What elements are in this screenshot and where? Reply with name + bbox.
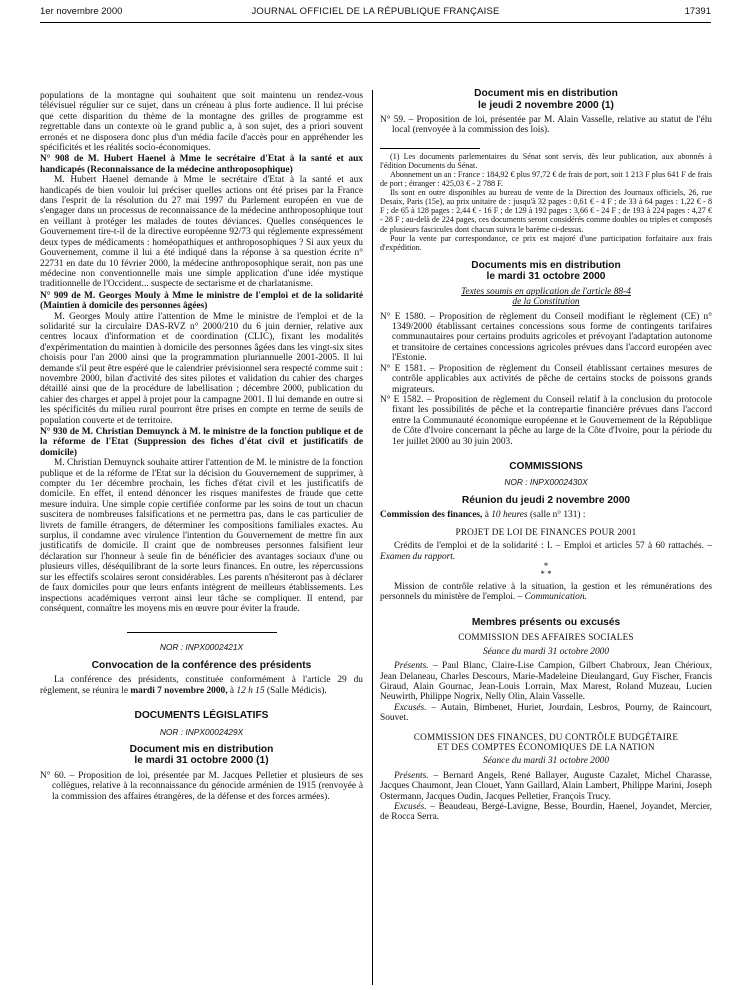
nor-reference-3: NOR : INPX0002430X	[504, 477, 588, 488]
intro-paragraph: populations de la montagne qui souhaitent que soit maintenu un rendez-vous télévisuel régulier sur ce sujet, dans un créneau à plus forte audience. Il lui précise que cette disparition du thème de la montagne des grilles de programme est regrettable dans un contexte où le grand public a, à son sujet, des a priori souvent erronés et ne disposera donc plus d'un média facile d'accès pour en appréhender les spécificités et les réalités socio-économiques.	[40, 91, 363, 154]
credits-paragraph: Crédits de l'emploi et de la solidarité : I. – Emploi et articles 57 à 60 rattachés. – Examen du rapport.	[380, 541, 712, 562]
excuses-1: Excusés. – Autain, Bimbenet, Huriet, Jourdain, Lesbros, Pourny, de Raincourt, Souvet.	[380, 702, 712, 724]
footnote-rule	[380, 148, 480, 149]
commissions-title: COMMISSIONS	[509, 460, 583, 472]
commission-finances-title: COMMISSION DES FINANCES, DU CONTRÔLE BUDGÉTAIRE ET DES COMPTES ÉCONOMIQUES DE LA NATION	[413, 731, 679, 752]
seance-1: Séance du mardi 31 octobre 2000	[482, 646, 610, 657]
header-date: 1er novembre 2000	[40, 6, 123, 17]
convocation-body: La conférence des présidents, constituée conformément à l'article 29 du règlement, se réunira le mardi 7 novembre 2000, à 12 h 15 (Salle Médicis).	[40, 675, 363, 696]
seance-2: Séance du mardi 31 octobre 2000	[482, 756, 610, 767]
document-distribution-title-left: Document mis en distribution le mardi 31 octobre 2000 (1)	[129, 743, 274, 767]
footnote-pricing: Ils sont en outre disponibles au bureau de vente de la Direction des Journaux officiels, 26, rue Desaix, Paris (15e), au prix unitaire de : jusqu'à 32 pages : 0,61 € - 4 F ; de 33 à 64 pages : 1,22 € - 8 F ; de 65 à 128 pages : 2,44 € - 16 F ; de 129 à 192 pages : 3,66 € - 24 F ; de 193 à 224 pages : 4,27 € - 28 F ; au-delà de 224 pages, ces documents seront considérés comme doubles ou triples et composés de plusieurs fascicules dont chacun suivra le barème ci-dessus.	[380, 188, 712, 234]
membres-title: Membres présents ou excusés	[471, 616, 621, 628]
footnote-1: (1) Les documents parlementaires du Sénat sont servis, dès leur publication, aux abonnés à l'édition Documents du Sénat.	[380, 151, 712, 170]
documents-legislatifs-title: DOCUMENTS LÉGISLATIFS	[134, 710, 269, 722]
column-divider	[372, 90, 373, 985]
mission-paragraph: Mission de contrôle relative à la situation, la gestion et les rémunérations des personnels du ministère de l'emploi. – Communication.	[380, 581, 712, 603]
question-908-body: M. Hubert Haenel demande à Mme le secrétaire d'Etat à la santé et aux handicapés de bien vouloir lui préciser quelles actions ont été prises par la France dans l'esprit de la résolution du 27 mai 1997 du Parlement européen en vue de s'engager dans un processus de reconnaissance de la médecine anthroposophique tout en veillant à protéger les malades de toutes déviances. Quelles conséquences le Gouvernement tire-t-il de la directive européenne 92/73 qui réglemente expressément deux types de médicaments : homéopathiques et anthroposophiques ? Si aux yeux du Gouvernement, comme il lui a été indiqué dans la réponse à sa question écrite n° 22731 en date du 10 février 2000, la médecine anthroposophique serait, non pas une médecine non conventionnelle mais une simple application d'une idée mystique traditionnelle de l'Occident... suspecte de sectarisme et de charlatanisme.	[40, 175, 363, 290]
footnote-mail-order: Pour la vente par correspondance, ce prix est majoré d'une participation forfaitaire aux frais d'expédition.	[380, 233, 712, 252]
document-e1581: N° E 1581. – Proposition de règlement du Conseil établissant certaines mesures de contrôle applicables aux activités de pêche de certains stocks de poissons grands migrateurs.	[380, 363, 712, 395]
reunion-title: Réunion du jeudi 2 novembre 2000	[461, 494, 631, 506]
question-908-heading: N° 908 de M. Hubert Haenel à Mme le secrétaire d'Etat à la santé et aux handicapés (Reconnaissance de la médecine anthroposophique)	[40, 154, 363, 175]
textes-soumis-heading: Textes soumis en application de l'article 88-4 de la Constitution	[461, 286, 631, 308]
nor-reference-2: NOR : INPX0002429X	[159, 726, 244, 737]
question-930-body: M. Christian Demuynck souhaite attirer l'attention de M. le ministre de la fonction publique et de la réforme de l'Etat sur la décision du Gouvernement de supprimer, à compter du 1er décembre prochain, les fiches d'état civil et les justificatifs de domicile. En effet, il entend dénoncer les risques manifestes de fraude que cette mesure induira. Une simple copie certifiée conforme par les soins de tout un chacun suscitera de nombreuses falsifications et ne permettra pas, dans le cas particulier de livrets de famille étrangers, de déterminer les compositions familiales exactes. Au surplus, il condamne avec virulence l'intention du Gouvernement de mettre fin aux justificatifs de domicile. Il craint que de nombreuses personnes falsifient leur déclaration sur l'honneur à seule fin de bénéficier des avantages sociaux d'une ou plusieurs villes, déséquilibrant de la sorte leurs finances. En outre, les répercussions sur les effectifs scolaires seront considérables. Les parents n'hésiteront pas à déclarer de faux domiciles pour que leurs enfants intègrent de meilleurs établissements. Les inspections académiques verront ainsi leur tâche se compliquer. Il entend, par conséquent, connaître les moyens mis en œuvre pour éviter la fraude.	[40, 458, 363, 614]
plf-title: PROJET DE LOI DE FINANCES POUR 2001	[455, 526, 637, 537]
footnote-subscription: Abonnement un an : France : 184,92 € plus 97,72 € de frais de port, soit 1 213 F plus 641 F de frais de port ; étranger : 425,03 € - 2 788 F.	[380, 170, 712, 189]
document-60: N° 60. – Proposition de loi, présentée par M. Jacques Pelletier et plusieurs de ses collègues, relative à la reconnaissance du génocide arménien de 1915 (renvoyée à la commission des affaires étrangères, de la défense et des forces armées).	[40, 770, 363, 802]
nor-reference-1: NOR : INPX0002421X	[159, 642, 244, 653]
document-e1580: N° E 1580. – Proposition de règlement du Conseil modifiant le règlement (CE) n° 1349/2000 établissant certaines concessions sous forme de contingents tarifaires communautaires pour certains produits agricoles et prévoyant l'adaptation autonome et transitoire de certaines concessions agricoles prévues dans l'accord européen avec l'Estonie.	[380, 311, 712, 364]
document-distribution-title-right: Document mis en distribution le jeudi 2 novembre 2000 (1)	[474, 88, 618, 111]
question-909-body: M. Georges Mouly attire l'attention de Mme le ministre de l'emploi et de la solidarité sur la circulaire DAS-RVZ n° 2000/210 du 6 juin dernier, relative aux centres locaux d'information et de coordination (CLIC), fixant les modalités d'expérimentation du maintien à domicile des personnes âgées dans les vingt-six sites choisis pour l'an 2000 ainsi que la programmation pluriannuelle 2001-2005. Il lui demande s'il peut être espéré que le calendrier prévisionnel sera respecté comme suit : novembre 2000, bilan d'activité des sites pilotes et validation du cahier des charges détaillé ainsi que de la procédure de labellisation ; décembre 2000, publication du cahier des charges et appel à projet pour la campagne 2001. Il lui demande en outre si les spécificités du milieu rural pourront être prises en compte en terme de seuils de population couverte et de territoire.	[40, 311, 363, 426]
question-930-heading: N° 930 de M. Christian Demuynck à M. le ministre de la fonction publique et de la réforme de l'Etat (Suppression des fiches d'état civil et justificatifs de domicile)	[40, 427, 363, 458]
excuses-2: Excusés. – Beaudeau, Bergé-Lavigne, Besse, Bourdin, Haenel, Joyandet, Mercier, de Rocca Serra.	[380, 801, 712, 823]
separator-stars: * * *	[540, 560, 552, 579]
question-909-heading: N° 909 de M. Georges Mouly à Mme le ministre de l'emploi et de la solidarité (Maintien à domicile des personnes âgées)	[40, 290, 363, 312]
right-column	[380, 88, 712, 823]
header-page-number: 17391	[684, 6, 711, 17]
header-rule	[40, 22, 711, 23]
commission-finances-line: Commission des finances, à 10 heures (salle n° 131) :	[380, 510, 586, 521]
document-e1582: N° E 1582. – Proposition de règlement du Conseil relatif à la conclusion du protocole fixant les possibilités de pêche et la contrepartie financière prévues dans l'accord entre la Communauté économique européenne et le Gouvernement de la République de Côte d'Ivoire concernant la pêche au large de la Côte d'Ivoire, pour la période du 1er juillet 2000 au 30 juin 2003.	[380, 394, 712, 447]
header-title: JOURNAL OFFICIEL DE LA RÉPUBLIQUE FRANÇAISE	[251, 6, 500, 17]
commission-affaires-sociales-title: COMMISSION DES AFFAIRES SOCIALES	[458, 632, 634, 643]
left-column	[40, 91, 363, 802]
separator-rule	[127, 632, 277, 633]
convocation-title: Convocation de la conférence des présidents	[91, 659, 312, 671]
document-59: N° 59. – Proposition de loi, présentée par M. Alain Vasselle, relative au statut de l'élu local (renvoyée à la commission des lois).	[380, 115, 712, 136]
presents-1: Présents. – Paul Blanc, Claire-Lise Campion, Gilbert Chabroux, Jean Chérioux, Jean Delaneau, Charles Descours, Marie-Madeleine Dieulangard, Guy Fischer, Francis Giraud, Alain Gournac, Jean-Louis Lorrain, Max Marest, Roland Muzeau, Lucien Neuwirth, Philippe Nogrix, Nelly Olin, Alain Vasselle.	[380, 661, 712, 703]
footnote-block	[380, 152, 712, 252]
presents-2: Présents. – Bernard Angels, René Ballayer, Auguste Cazalet, Michel Charasse, Jacques Chaumont, Jean Clouet, Yann Gaillard, Alain Lambert, Philippe Marini, Joseph Ostermann, Jacques Oudin, Jacques Pelletier, François Trucy.	[380, 770, 712, 802]
page-header	[40, 6, 711, 20]
documents-distribution-title: Documents mis en distribution le mardi 31 octobre 2000	[471, 259, 621, 283]
